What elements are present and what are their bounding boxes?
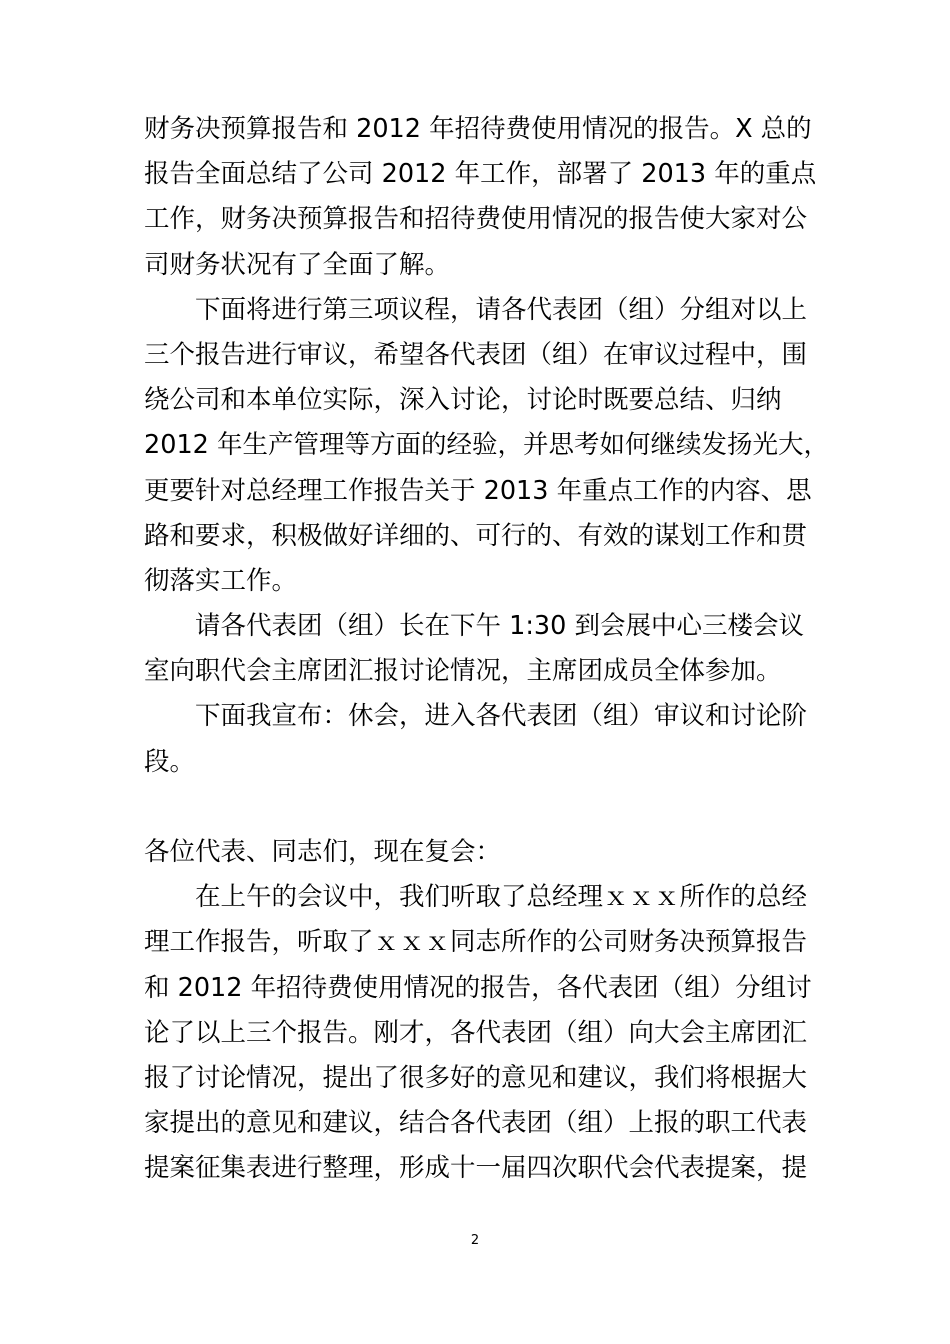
page-number: 2 xyxy=(470,1233,480,1248)
paragraph-delegation-leaders xyxy=(144,604,816,694)
text-line: 报了讨论情况，提出了很多好的意见和建议，我们将根据大 xyxy=(144,1062,808,1093)
text-line: 更要针对总经理工作报告关于 2013 年重点工作的内容、思 xyxy=(144,475,812,506)
text-line: 三个报告进行审议，希望各代表团（组）在审议过程中，围 xyxy=(144,339,808,370)
text-line: 室向职代会主席团汇报讨论情况，主席团成员全体参加。 xyxy=(144,656,782,687)
text-line: 绕公司和本单位实际，深入讨论，讨论时既要总结、归纳 xyxy=(144,385,782,416)
text-line: 路和要求，积极做好详细的、可行的、有效的谋划工作和贯 xyxy=(144,520,808,551)
text-line: 理工作报告，听取了ｘｘｘ同志所作的公司财务决预算报告 xyxy=(144,927,808,958)
page-body xyxy=(144,107,830,1192)
text-line: 下面将进行第三项议程，请各代表团（组）分组对以上 xyxy=(144,294,808,325)
paragraph-finance-report xyxy=(144,107,816,288)
paragraph-third-agenda xyxy=(144,288,830,604)
text-line: 在上午的会议中，我们听取了总经理ｘｘｘ所作的总经 xyxy=(144,882,808,913)
text-line: 彻落实工作。 xyxy=(144,565,298,596)
text-line: 司财务状况有了全面了解。 xyxy=(144,249,451,280)
text-line: 各位代表、同志们，现在复会： xyxy=(144,837,502,867)
section-gap xyxy=(144,785,816,830)
paragraph-resume xyxy=(144,830,816,875)
text-line: 论了以上三个报告。刚才，各代表团（组）向大会主席团汇 xyxy=(144,1017,808,1048)
text-line: 提案征集表进行整理，形成十一届四次职代会代表提案，提 xyxy=(144,1153,808,1184)
text-line: 段。 xyxy=(144,746,196,777)
paragraph-recess xyxy=(144,694,816,784)
text-line: 家提出的意见和建议，结合各代表团（组）上报的职工代表 xyxy=(144,1108,808,1139)
text-line: 工作，财务决预算报告和招待费使用情况的报告使大家对公 xyxy=(144,204,808,235)
text-line: 下面我宣布：休会，进入各代表团（组）审议和讨论阶 xyxy=(144,701,808,732)
text-line: 2012 年生产管理等方面的经验，并思考如何继续发扬光大， xyxy=(144,430,830,461)
text-line: 请各代表团（组）长在下午 1:30 到会展中心三楼会议 xyxy=(144,611,804,642)
text-line: 报告全面总结了公司 2012 年工作，部署了 2013 年的重点 xyxy=(144,159,817,190)
paragraph-morning-summary xyxy=(144,875,816,1191)
text-line: 和 2012 年招待费使用情况的报告，各代表团（组）分组讨 xyxy=(144,972,812,1003)
text-line: 财务决预算报告和 2012 年招待费使用情况的报告。X 总的 xyxy=(144,114,812,144)
